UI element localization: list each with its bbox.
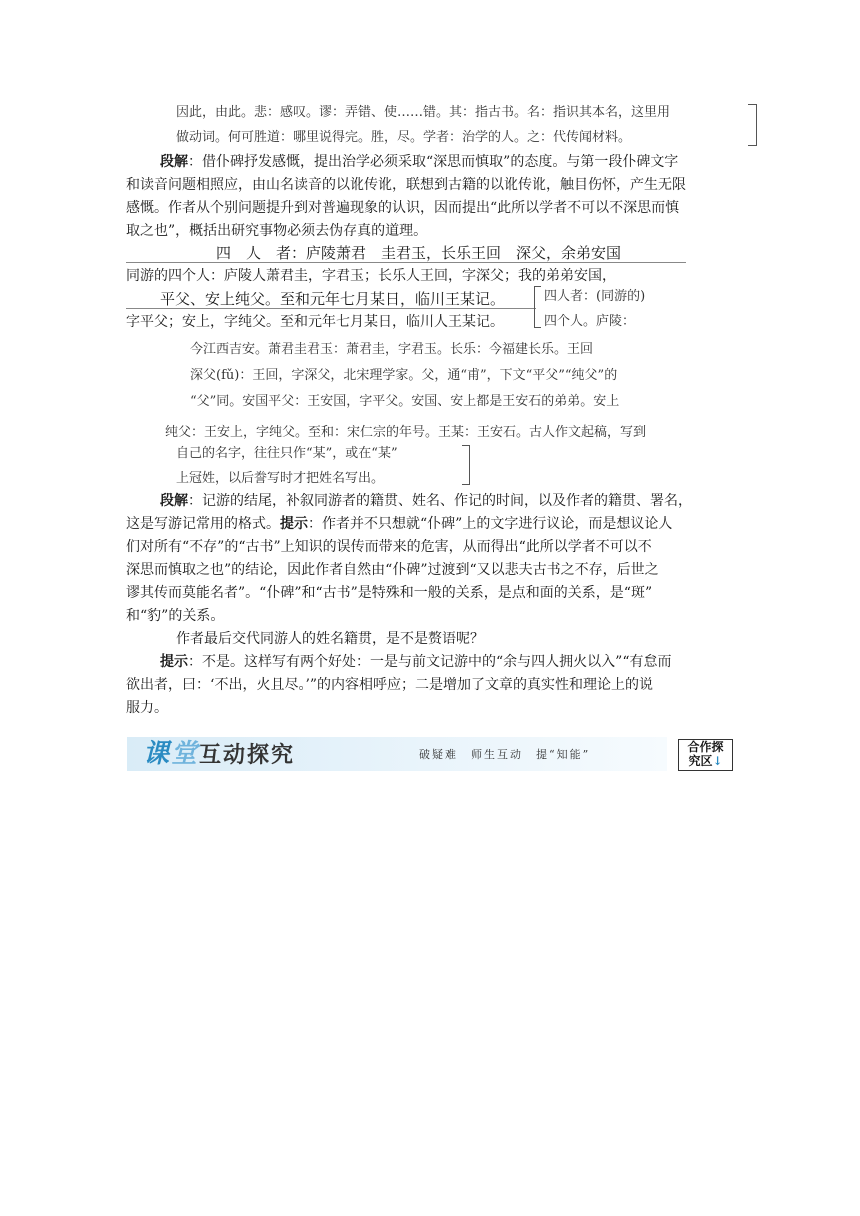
note-line: “父”同。安国平父：王安国，字平父。安国、安上都是王安石的弟弟。安上 xyxy=(190,394,620,409)
paragraph-line: 深思而慎取之也”的结论，因此作者自然由“仆碑”过渡到“又以悲夫古书之不存，后世之 xyxy=(126,562,659,578)
note-line: 做动词。何可胜道：哪里说得完。胜，尽。学者：治学的人。之：代传闻材料。 xyxy=(176,130,632,145)
divider xyxy=(126,308,536,309)
paragraph-line: 这是写游记常用的格式。提示：作者并不只想就“仆碑”上的文字进行议论，而是想议论人 xyxy=(126,516,673,532)
paragraph-line: 们对所有“不存”的“古书”上知识的误传而带来的危害，从而得出“此所以学者不可以不 xyxy=(126,539,652,555)
side-note-line: 四个人。庐陵： xyxy=(544,314,636,329)
paragraph-line: 谬其传而莫能名者”。“仆碑”和“古书”是特殊和一般的关系，是点和面的关系，是“斑” xyxy=(126,585,653,601)
note-line: 纯父：王安上，字纯父。至和：宋仁宗的年号。王某：王安石。古人作文起稿，写到 xyxy=(165,425,647,440)
section-banner xyxy=(127,737,733,771)
hint-label: 提示 xyxy=(280,516,308,532)
original-text-line: 平父、安上纯父。至和元年七月某日，临川王某记。 xyxy=(160,290,506,308)
paragraph-line: 段解：记游的结尾，补叙同游者的籍贯、姓名、作记的时间，以及作者的籍贯、署名， xyxy=(160,493,692,509)
note-line: 今江西吉安。萧君圭君玉：萧君圭，字君玉。长乐：今福建长乐。王回 xyxy=(190,342,594,357)
translation-line: 同游的四个人：庐陵人萧君圭，字君玉；长乐人王回，字深父；我的弟弟安国， xyxy=(126,268,616,284)
question-text: 作者最后交代同游人的姓名籍贯，是不是赘语呢？ xyxy=(176,631,484,647)
note-bracket xyxy=(462,445,470,485)
paragraph-line: 和“豹”的关系。 xyxy=(126,608,225,624)
answer-line: 服力。 xyxy=(126,700,168,716)
side-bracket xyxy=(534,286,541,328)
note-line: 深父(fǔ)：王回，字深父，北宋理学家。父，通“甫”，下文“平父”“纯父”的 xyxy=(190,368,618,383)
section-label: 段解 xyxy=(160,493,188,509)
note-line: 上冠姓，以后誊写时才把姓名写出。 xyxy=(176,471,385,486)
paragraph-line: 感慨。作者从个别问题提升到对普遍现象的认识，因而提出“此所以学者不可以不深思而慎 xyxy=(126,200,680,216)
paragraph-line: 取之也”，概括出研究事物必须去伪存真的道理。 xyxy=(126,223,428,239)
banner-title: 课堂互动探究 xyxy=(143,739,296,769)
translation-line: 字平父；安上，字纯父。至和元年七月某日，临川人王某记。 xyxy=(126,314,504,330)
note-bracket xyxy=(748,104,757,146)
down-arrow-icon: ↓ xyxy=(712,754,723,768)
hint-label: 提示 xyxy=(160,654,188,670)
note-line: 因此，由此。悲：感叹。谬：弄错、使……错。其：指古书。名：指识其本名，这里用 xyxy=(176,105,671,120)
section-label: 段解 xyxy=(160,154,188,170)
original-text-line: 四 人 者：庐陵萧君 圭君玉，长乐王回 深父，余弟安国 xyxy=(216,244,622,262)
paragraph-line: 和读音问题相照应，由山名读音的以讹传讹，联想到古籍的以讹传讹，触目伤怀，产生无限 xyxy=(126,177,686,193)
paragraph-line: 段解：借仆碑抒发感慨，提出治学必须采取“深思而慎取”的态度。与第一段仆碑文字 xyxy=(160,154,679,170)
note-line: 自己的名字，往往只作“某”，或在“某” xyxy=(176,446,398,461)
answer-line: 欲出者，曰：‘不出，火且尽。’”的内容相呼应；二是增加了文章的真实性和理论上的说 xyxy=(126,677,654,693)
answer-line: 提示：不是。这样写有两个好处：一是与前文记游中的“余与四人拥火以入”“有怠而 xyxy=(160,654,672,670)
side-note-line: 四人者：(同游的) xyxy=(544,289,646,304)
divider xyxy=(126,262,686,263)
cooperation-zone-badge: 合作探 究区↓ xyxy=(678,739,733,771)
banner-subtitle: 破疑难 师生互动 提“知能” xyxy=(419,748,591,761)
